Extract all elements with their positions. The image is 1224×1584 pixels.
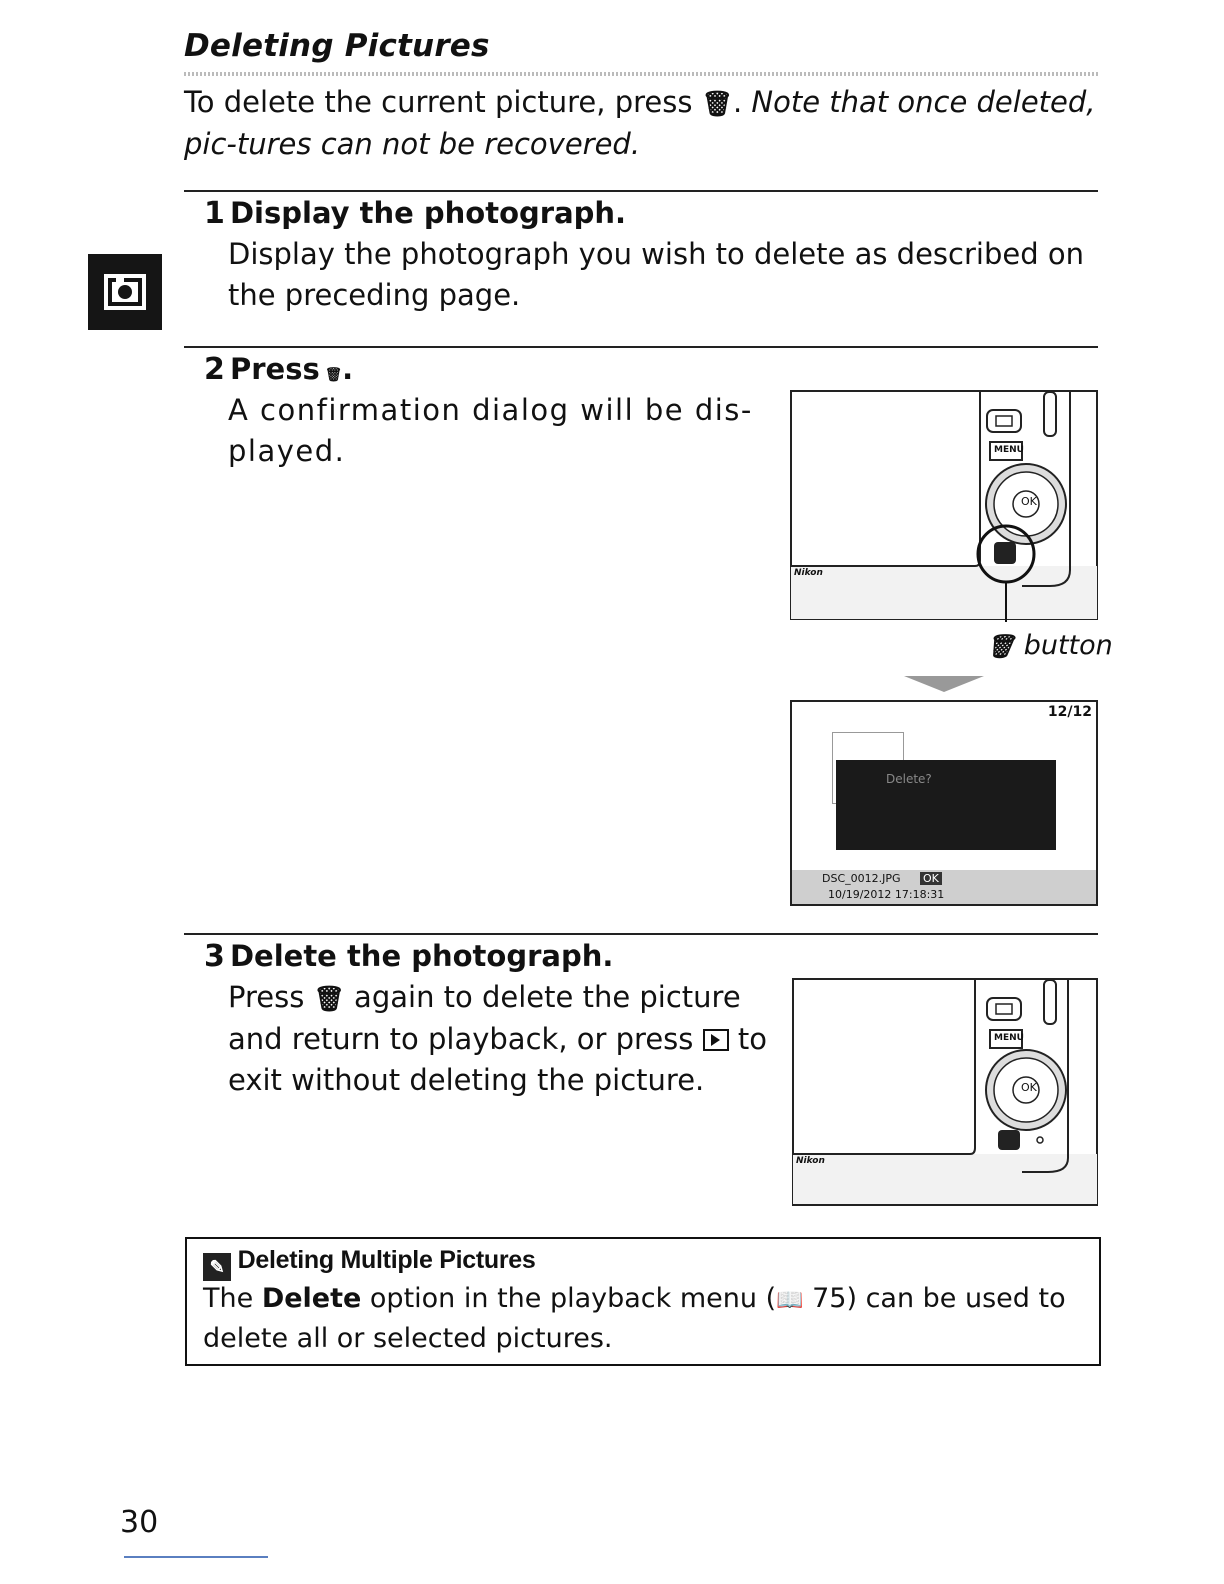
brand-logo: Nikon (794, 568, 823, 578)
step3-divider (184, 933, 1098, 935)
step2-divider (184, 346, 1098, 348)
step3-body (228, 977, 776, 1101)
step1-title: Display the photograph. (229, 196, 627, 230)
camera-back-figure (790, 390, 1098, 622)
note-heading (203, 1246, 535, 1281)
step2-heading: 2 Press 🗑. (204, 352, 354, 387)
info-bar (792, 870, 1098, 906)
note-text-bold: Delete (261, 1283, 362, 1314)
step3-number: 3 (204, 939, 225, 974)
pencil-note-icon: ✎ (203, 1253, 231, 1281)
file-name: DSC_0012.JPG (822, 872, 901, 885)
step1-divider (184, 190, 1098, 192)
note-text-1: The (203, 1283, 262, 1314)
ok-label: OK (1021, 1081, 1037, 1094)
menu-button-label: MENU (994, 445, 1024, 455)
step2-body: A confirmation dialog will be dis-played. (228, 393, 753, 468)
trash-icon: 🗑 (324, 367, 343, 383)
step3-text-2: again to delete the picture and return to playback, or press (228, 980, 741, 1056)
trash-icon: 🗑 (313, 984, 345, 1013)
book-icon: 📖 (776, 1288, 804, 1313)
ok-hint: OK (920, 872, 942, 885)
playback-icon (703, 1029, 729, 1051)
step1-body: Display the photograph you wish to delete as described on the preceding page. (228, 237, 1084, 312)
brand-logo: Nikon (796, 1156, 825, 1166)
dialog-prompt: Delete? (886, 772, 932, 786)
section-divider (184, 72, 1098, 76)
step2-number: 2 (204, 352, 225, 387)
section-title: Deleting Pictures (184, 28, 490, 64)
note-text-2: option in the playback menu ( (361, 1283, 777, 1314)
arrow-down-icon (904, 674, 984, 694)
playback-tab (88, 254, 162, 330)
note-body (203, 1280, 1093, 1358)
note-title: Deleting Multiple Pictures (237, 1246, 536, 1274)
step3-text-1: Press (228, 980, 314, 1014)
trash-icon: 🗑 (701, 89, 733, 118)
ok-label: OK (1021, 495, 1037, 508)
menu-button-label: MENU (994, 1033, 1024, 1043)
step3-heading (204, 939, 613, 974)
step3-title: Delete the photograph. (229, 939, 614, 973)
frame-counter: 12/12 (1047, 704, 1092, 720)
camera-back-figure-2 (792, 978, 1098, 1206)
camera-icon (88, 254, 162, 330)
trash-icon: 🗑 (986, 634, 1016, 660)
caption-text: button (1023, 630, 1113, 661)
delete-dialog (836, 760, 1056, 850)
page-number: 30 (120, 1505, 159, 1540)
step1-number: 1 (204, 196, 225, 231)
confirmation-screen-figure (790, 700, 1098, 906)
intro-paragraph: To delete the current picture, press 🗑. Note that once deleted, pic-tures can not be recovered. (184, 85, 1096, 161)
step2-title: Press (229, 352, 320, 386)
intro-text: To delete the current picture, press (184, 85, 702, 119)
intro-warning: Note that once deleted, pic-tures can not be recovered. (184, 85, 1096, 161)
step1-heading (204, 196, 626, 231)
step3-text-3: to exit without deleting the picture. (228, 1022, 767, 1097)
page-underline (124, 1556, 268, 1558)
trash-button-caption (986, 630, 1113, 661)
capture-date: 10/19/2012 17:18:31 (828, 888, 945, 901)
note-text-3: 75) can be used to delete all or selected pictures. (203, 1283, 1066, 1354)
